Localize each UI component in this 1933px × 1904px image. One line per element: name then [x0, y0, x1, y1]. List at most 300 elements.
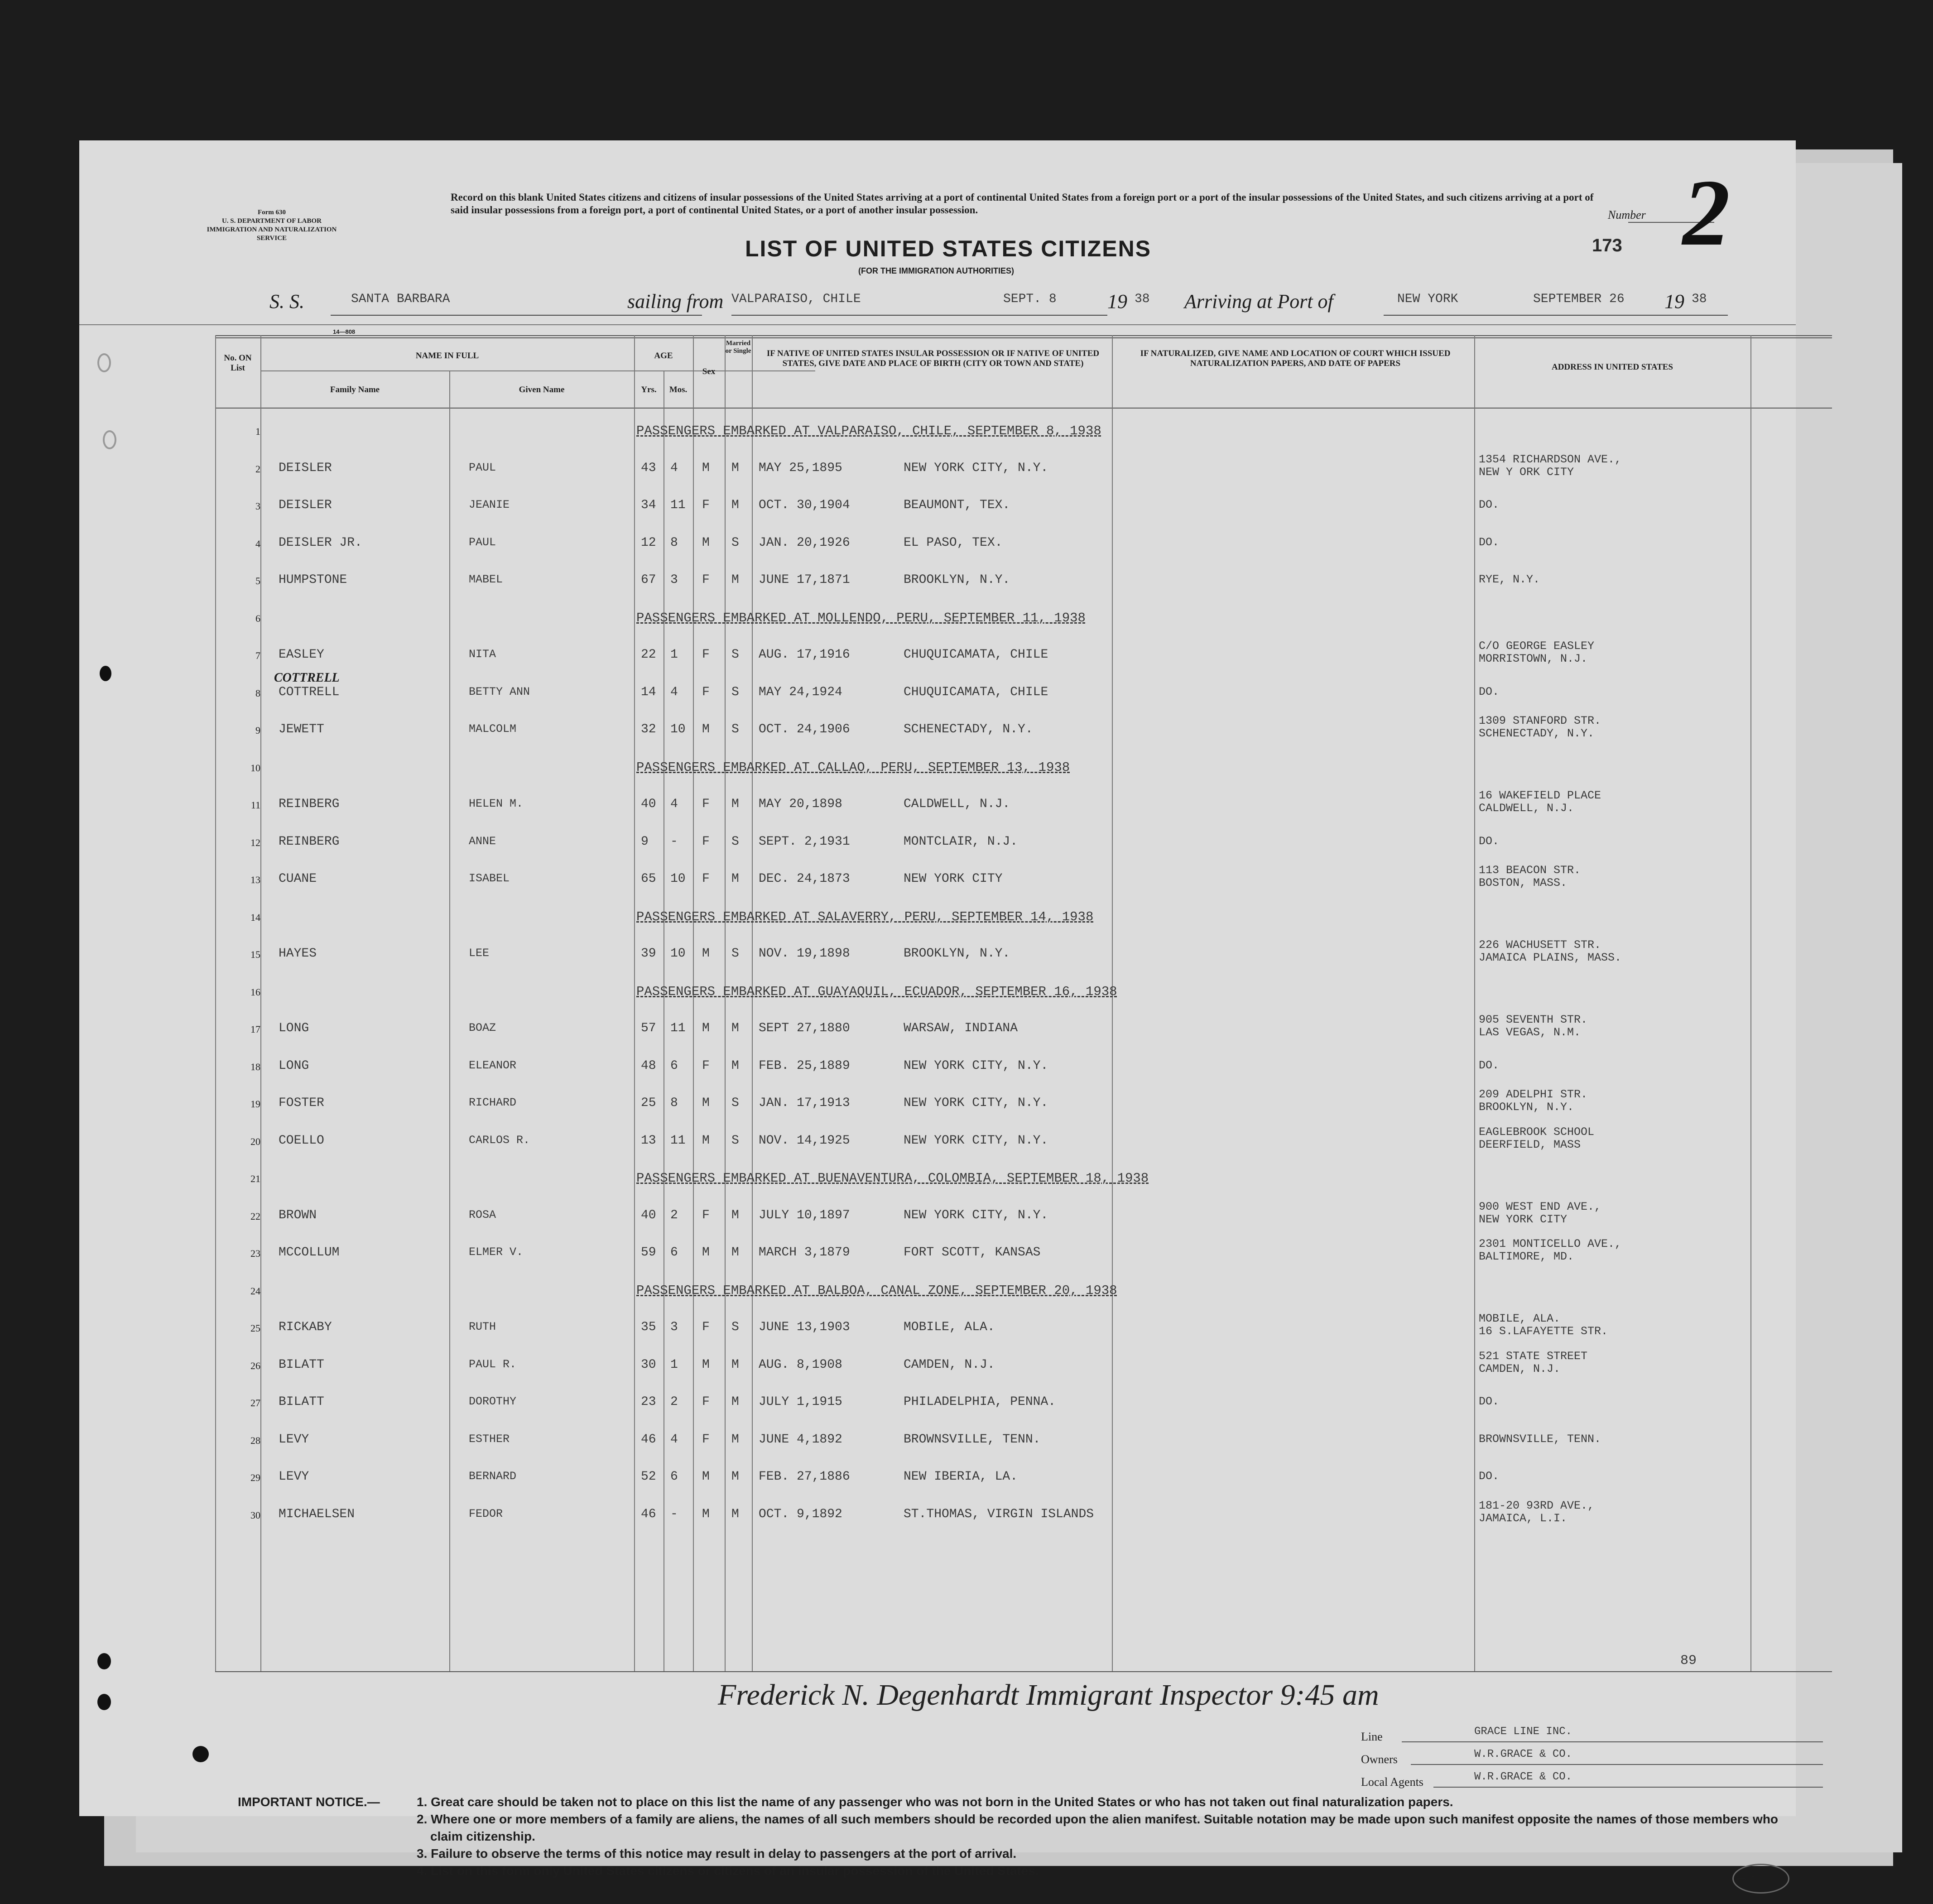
birth-date: JUNE 17,1871 — [759, 573, 850, 587]
given-name: JEANIE — [469, 498, 510, 511]
address-line-1: 1309 STANFORD STR. — [1479, 714, 1601, 727]
address-line-1: 16 WAKEFIELD PLACE — [1479, 789, 1601, 802]
line-label: Line — [1361, 1730, 1383, 1743]
given-name: PAUL — [469, 536, 496, 549]
birth-date: JAN. 20,1926 — [759, 536, 850, 550]
col-age: AGE — [654, 351, 673, 361]
age-years: 40 — [641, 1208, 656, 1222]
family-name: BILATT — [279, 1395, 324, 1409]
age-years: 43 — [641, 461, 656, 475]
age-months: 4 — [670, 685, 678, 699]
age-months: 3 — [670, 573, 678, 587]
age-months: 2 — [670, 1208, 678, 1222]
row-number: 3 — [255, 500, 260, 512]
birth-date: NOV. 19,1898 — [759, 947, 850, 961]
passenger-count: 89 — [1680, 1653, 1697, 1668]
birth-place: NEW YORK CITY, N.Y. — [904, 1059, 1048, 1073]
row-number: 9 — [255, 725, 260, 736]
age-months: 11 — [670, 1134, 686, 1148]
family-name: DEISLER JR. — [279, 536, 362, 550]
underline — [731, 315, 1107, 316]
address-line-1: DO. — [1479, 685, 1500, 698]
birth-date: MAY 24,1924 — [759, 685, 842, 699]
number-label: Number — [1608, 208, 1646, 221]
given-name: PAUL — [469, 461, 496, 474]
given-name: CARLOS R. — [469, 1134, 530, 1147]
sex: M — [702, 1245, 710, 1260]
punch-hole — [97, 353, 111, 372]
birth-place: EL PASO, TEX. — [904, 536, 1003, 550]
form-id-block — [197, 208, 346, 243]
sex: M — [702, 1470, 710, 1484]
given-name: ELEANOR — [469, 1059, 517, 1072]
address-line-1: 209 ADELPHI STR. — [1479, 1088, 1588, 1101]
ship-name: SANTA BARBARA — [351, 292, 450, 306]
birth-place: BROWNSVILLE, TENN. — [904, 1433, 1041, 1447]
address-line-1: BROWNSVILLE, TENN. — [1479, 1433, 1601, 1446]
sex: F — [702, 573, 710, 587]
rule — [215, 408, 1832, 409]
age-months: 6 — [670, 1059, 678, 1073]
row-number: 23 — [250, 1248, 260, 1259]
rule — [634, 335, 635, 1671]
family-name: DEISLER — [279, 498, 332, 512]
age-months: 11 — [670, 1021, 686, 1035]
row-number: 24 — [250, 1285, 260, 1297]
given-name: DOROTHY — [469, 1395, 517, 1408]
notice-block — [417, 1793, 1803, 1880]
punch-hole — [192, 1746, 209, 1762]
notice-heading: IMPORTANT NOTICE.— — [238, 1795, 380, 1809]
age-years: 14 — [641, 685, 656, 699]
age-months: - — [670, 835, 678, 849]
sex: F — [702, 1059, 710, 1073]
underline — [1402, 1741, 1823, 1742]
row-number: 1 — [255, 426, 260, 437]
row-number: 20 — [250, 1136, 260, 1147]
address-line-2: MORRISTOWN, N.J. — [1479, 652, 1588, 665]
age-years: 12 — [641, 536, 656, 550]
row-number: 30 — [250, 1510, 260, 1521]
age-years: 67 — [641, 573, 656, 587]
birth-place: BROOKLYN, N.Y. — [904, 573, 1010, 587]
sex: M — [702, 1358, 710, 1372]
marital-status: M — [731, 1433, 739, 1447]
inspector-signature: Frederick N. Degenhardt Immigrant Inspector 9:45 am — [718, 1678, 1379, 1712]
rule — [215, 335, 1832, 336]
col-no: No. ON List — [224, 353, 252, 373]
given-name: MABEL — [469, 573, 503, 586]
corner-mark — [1732, 1864, 1789, 1894]
sailing-port: VALPARAISO, CHILE — [731, 292, 861, 306]
address-line-1: DO. — [1479, 536, 1500, 549]
given-name: HELEN M. — [469, 797, 524, 810]
given-name: ELMER V. — [469, 1245, 524, 1259]
age-months: 8 — [670, 536, 678, 550]
birth-date: OCT. 30,1904 — [759, 498, 850, 512]
age-months: 11 — [670, 498, 686, 512]
age-years: 40 — [641, 797, 656, 811]
rule — [1112, 335, 1113, 1671]
sex: F — [702, 1395, 710, 1409]
family-name: JEWETT — [279, 722, 324, 736]
address-line-1: RYE, N.Y. — [1479, 573, 1540, 586]
notice-item-2: 2. Where one or more members of a family are aliens, the names of all such members should be recorded upon the alien manifest. Suitable notation may be made upon such manifest opposite the names of those members who claim citizenship. — [417, 1812, 1779, 1843]
age-months: 2 — [670, 1395, 678, 1409]
col-married-single: Married or Single — [725, 340, 751, 355]
family-name: HAYES — [279, 947, 317, 961]
page-title: LIST OF UNITED STATES CITIZENS — [745, 236, 1152, 261]
given-name: PAUL R. — [469, 1358, 517, 1371]
sex: M — [702, 536, 710, 550]
family-name: LONG — [279, 1021, 309, 1035]
family-name: COTTRELL — [279, 685, 340, 699]
row-number: 13 — [250, 874, 260, 885]
sex: M — [702, 1096, 710, 1110]
rule — [215, 337, 1832, 338]
agents-label: Local Agents — [1361, 1775, 1423, 1789]
birth-date: AUG. 17,1916 — [759, 648, 850, 662]
birth-place: BROOKLYN, N.Y. — [904, 947, 1010, 961]
given-name: ISABEL — [469, 872, 510, 885]
birth-date: AUG. 8,1908 — [759, 1358, 842, 1372]
age-months: 6 — [670, 1470, 678, 1484]
birth-place: CHUQUICAMATA, CHILE — [904, 685, 1048, 699]
age-months: - — [670, 1507, 678, 1521]
age-months: 10 — [670, 722, 686, 736]
birth-place: SCHENECTADY, N.Y. — [904, 722, 1033, 736]
address-line-1: EAGLEBROOK SCHOOL — [1479, 1125, 1595, 1139]
row-number: 18 — [250, 1061, 260, 1072]
address-line-1: 181-20 93RD AVE., — [1479, 1499, 1595, 1512]
rule — [79, 324, 1796, 325]
punch-hole — [100, 666, 111, 681]
marital-status: M — [731, 1395, 739, 1409]
family-name: COELLO — [279, 1134, 324, 1148]
sex: M — [702, 1507, 710, 1521]
section-label: PASSENGERS EMBARKED AT MOLLENDO, PERU, SEPTEMBER 11, 1938 — [636, 611, 1086, 625]
page-stamp: 173 — [1592, 236, 1622, 255]
sex: M — [702, 1021, 710, 1035]
age-months: 4 — [670, 1433, 678, 1447]
birth-place: NEW YORK CITY — [904, 872, 1003, 886]
row-number: 29 — [250, 1472, 260, 1483]
rule — [260, 335, 261, 1671]
rule — [725, 335, 726, 1671]
age-months: 8 — [670, 1096, 678, 1110]
handwritten-correction: COTTRELL — [274, 671, 340, 685]
section-label: PASSENGERS EMBARKED AT SALAVERRY, PERU, SEPTEMBER 14, 1938 — [636, 909, 1094, 924]
marital-status: M — [731, 573, 739, 587]
birth-date: SEPT 27,1880 — [759, 1021, 850, 1035]
row-number: 4 — [255, 538, 260, 549]
birth-place: CHUQUICAMATA, CHILE — [904, 648, 1048, 662]
age-months: 10 — [670, 872, 686, 886]
section-label: PASSENGERS EMBARKED AT GUAYAQUIL, ECUADOR, SEPTEMBER 16, 1938 — [636, 984, 1117, 999]
age-years: 23 — [641, 1395, 656, 1409]
given-name: ESTHER — [469, 1433, 510, 1446]
given-name: BERNARD — [469, 1470, 517, 1483]
address-line-2: NEW YORK CITY — [1479, 1213, 1568, 1226]
birth-place: NEW YORK CITY, N.Y. — [904, 1096, 1048, 1110]
marital-status: S — [731, 1320, 739, 1334]
sex: M — [702, 947, 710, 961]
arrival-year: 38 — [1692, 292, 1707, 306]
marital-status: S — [731, 648, 739, 662]
manifest-sheet — [79, 140, 1796, 1882]
col-sex: Sex — [702, 367, 716, 376]
address-line-1: DO. — [1479, 498, 1500, 511]
age-years: 35 — [641, 1320, 656, 1334]
birth-date: MARCH 3,1879 — [759, 1245, 850, 1260]
row-number: 10 — [250, 762, 260, 774]
given-name: FEDOR — [469, 1507, 503, 1520]
sex: F — [702, 498, 710, 512]
department: U. S. DEPARTMENT OF LABOR — [221, 217, 322, 225]
col-given-name: Given Name — [519, 385, 565, 394]
address-line-2: CAMDEN, N.J. — [1479, 1362, 1561, 1375]
birth-place: NEW YORK CITY, N.Y. — [904, 1134, 1048, 1148]
given-name: ROSA — [469, 1208, 496, 1221]
birth-date: SEPT. 2,1931 — [759, 835, 850, 849]
row-number: 2 — [255, 463, 260, 475]
rule — [260, 370, 815, 371]
year-prefix: 19 — [1107, 290, 1127, 313]
given-name: RICHARD — [469, 1096, 517, 1109]
address-line-1: 226 WACHUSETT STR. — [1479, 938, 1601, 952]
age-years: 57 — [641, 1021, 656, 1035]
row-number: 28 — [250, 1435, 260, 1446]
row-number: 19 — [250, 1098, 260, 1110]
punch-hole — [103, 430, 116, 449]
marital-status: M — [731, 1470, 739, 1484]
age-years: 46 — [641, 1507, 656, 1521]
col-naturalized: IF NATURALIZED, GIVE NAME AND LOCATION OF COURT WHICH ISSUED NATURALIZATION PAPERS, AND DATE OF PAPERS — [1140, 349, 1451, 368]
age-years: 39 — [641, 947, 656, 961]
age-months: 6 — [670, 1245, 678, 1260]
marital-status: M — [731, 1245, 739, 1260]
rule — [215, 335, 216, 1671]
birth-date: DEC. 24,1873 — [759, 872, 850, 886]
given-name: ANNE — [469, 835, 496, 848]
sailing-date: SEPT. 8 — [1003, 292, 1057, 306]
row-number: 11 — [250, 799, 260, 811]
marital-status: M — [731, 1021, 739, 1035]
birth-date: MAY 20,1898 — [759, 797, 842, 811]
birth-place: BEAUMONT, TEX. — [904, 498, 1010, 512]
given-name: LEE — [469, 947, 490, 960]
sex: F — [702, 1433, 710, 1447]
given-name: NITA — [469, 648, 496, 661]
birth-date: OCT. 24,1906 — [759, 722, 850, 736]
col-family-name: Family Name — [330, 385, 380, 394]
underline — [1384, 315, 1728, 316]
row-number: 22 — [250, 1211, 260, 1222]
address-line-1: 113 BEACON STR. — [1479, 864, 1581, 877]
birth-place: NEW IBERIA, LA. — [904, 1470, 1018, 1484]
birth-place: ST.THOMAS, VIRGIN ISLANDS — [904, 1507, 1094, 1521]
family-name: LONG — [279, 1059, 309, 1073]
age-years: 13 — [641, 1134, 656, 1148]
family-name: CUANE — [279, 872, 317, 886]
marital-status: S — [731, 536, 739, 550]
family-name: BROWN — [279, 1208, 317, 1222]
sex: F — [702, 1208, 710, 1222]
col-birth: IF NATIVE OF UNITED STATES INSULAR POSSESSION OR IF NATIVE OF UNITED STATES, GIVE DATE AND PLACE OF BIRTH (CITY OR TOWN AND STATE) — [766, 349, 1100, 368]
age-months: 1 — [670, 1358, 678, 1372]
age-years: 65 — [641, 872, 656, 886]
page-subtitle: (FOR THE IMMIGRATION AUTHORITIES) — [858, 266, 1014, 275]
section-label: PASSENGERS EMBARKED AT BUENAVENTURA, COLOMBIA, SEPTEMBER 18, 1938 — [636, 1171, 1149, 1186]
age-years: 22 — [641, 648, 656, 662]
address-line-2: JAMAICA, L.I. — [1479, 1512, 1568, 1525]
address-line-1: 1354 RICHARDSON AVE., — [1479, 453, 1622, 466]
address-line-1: 521 STATE STREET — [1479, 1350, 1588, 1363]
rule — [752, 335, 753, 1671]
birth-place: PHILADELPHIA, PENNA. — [904, 1395, 1056, 1409]
underline — [331, 315, 702, 316]
birth-date: JUNE 13,1903 — [759, 1320, 850, 1334]
address-line-1: DO. — [1479, 1059, 1500, 1072]
birth-place: WARSAW, INDIANA — [904, 1021, 1018, 1035]
family-name: MICHAELSEN — [279, 1507, 355, 1521]
given-name: BETTY ANN — [469, 685, 530, 698]
row-number: 6 — [255, 613, 260, 624]
address-line-2: JAMAICA PLAINS, MASS. — [1479, 951, 1622, 964]
age-years: 48 — [641, 1059, 656, 1073]
sex: F — [702, 648, 710, 662]
age-years: 30 — [641, 1358, 656, 1372]
row-number: 7 — [255, 650, 260, 661]
birth-date: JAN. 17,1913 — [759, 1096, 850, 1110]
address-line-1: 2301 MONTICELLO AVE., — [1479, 1237, 1622, 1250]
row-number: 26 — [250, 1360, 260, 1371]
family-name: EASLEY — [279, 648, 324, 662]
marital-status: S — [731, 1096, 739, 1110]
family-name: BILATT — [279, 1358, 324, 1372]
row-number: 8 — [255, 688, 260, 699]
age-years: 46 — [641, 1433, 656, 1447]
birth-place: CALDWELL, N.J. — [904, 797, 1010, 811]
sex: F — [702, 872, 710, 886]
address-line-1: DO. — [1479, 1470, 1500, 1483]
address-line-1: 905 SEVENTH STR. — [1479, 1013, 1588, 1026]
col-address: ADDRESS IN UNITED STATES — [1551, 362, 1673, 372]
rule — [215, 1671, 1832, 1672]
sex: M — [702, 722, 710, 736]
owners-value: W.R.GRACE & CO. — [1474, 1748, 1572, 1760]
family-name: HUMPSTONE — [279, 573, 347, 587]
family-name: LEVY — [279, 1433, 309, 1447]
birth-date: JULY 10,1897 — [759, 1208, 850, 1222]
family-name: REINBERG — [279, 797, 340, 811]
age-years: 34 — [641, 498, 656, 512]
family-name: FOSTER — [279, 1096, 324, 1110]
sailing-from-label: sailing from — [627, 290, 724, 313]
age-years: 59 — [641, 1245, 656, 1260]
marital-status: M — [731, 1358, 739, 1372]
punch-hole — [97, 1694, 111, 1710]
owners-label: Owners — [1361, 1753, 1398, 1766]
address-line-2: SCHENECTADY, N.Y. — [1479, 727, 1595, 740]
line-value: GRACE LINE INC. — [1474, 1726, 1572, 1738]
underline — [1433, 1787, 1823, 1788]
row-number: 12 — [250, 837, 260, 848]
age-years: 9 — [641, 835, 649, 849]
marital-status: S — [731, 1134, 739, 1148]
row-number: 27 — [250, 1397, 260, 1409]
address-line-1: MOBILE, ALA. — [1479, 1312, 1561, 1325]
age-months: 4 — [670, 797, 678, 811]
marital-status: M — [731, 498, 739, 512]
section-label: PASSENGERS EMBARKED AT CALLAO, PERU, SEPTEMBER 13, 1938 — [636, 760, 1070, 775]
age-years: 25 — [641, 1096, 656, 1110]
row-number: 25 — [250, 1322, 260, 1334]
age-months: 1 — [670, 648, 678, 662]
row-number: 5 — [255, 575, 260, 587]
sailing-year: 38 — [1135, 292, 1150, 306]
marital-status: S — [731, 685, 739, 699]
age-years: 52 — [641, 1470, 656, 1484]
address-line-2: BOSTON, MASS. — [1479, 876, 1568, 889]
rule — [449, 370, 450, 1671]
sex: F — [702, 685, 710, 699]
birth-date: JUNE 4,1892 — [759, 1433, 842, 1447]
punch-hole — [97, 1653, 111, 1669]
agents-value: W.R.GRACE & CO. — [1474, 1771, 1572, 1783]
col-name-in-full: NAME IN FULL — [415, 351, 479, 361]
row-number: 14 — [250, 912, 260, 923]
marital-status: S — [731, 835, 739, 849]
marital-status: M — [731, 1059, 739, 1073]
family-name: LEVY — [279, 1470, 309, 1484]
rule — [1750, 335, 1751, 1671]
arrival-port: NEW YORK — [1397, 292, 1458, 306]
birth-place: FORT SCOTT, KANSAS — [904, 1245, 1041, 1260]
age-months: 3 — [670, 1320, 678, 1334]
address-line-1: 900 WEST END AVE., — [1479, 1200, 1601, 1213]
rule — [1474, 335, 1475, 1671]
marital-status: M — [731, 1507, 739, 1521]
birth-place: MONTCLAIR, N.J. — [904, 835, 1018, 849]
sex: F — [702, 797, 710, 811]
row-number: 17 — [250, 1024, 260, 1035]
row-number: 16 — [250, 986, 260, 998]
address-line-1: DO. — [1479, 835, 1500, 848]
address-line-2: BROOKLYN, N.Y. — [1479, 1101, 1574, 1114]
birth-date: MAY 25,1895 — [759, 461, 842, 475]
notice-item-1: 1. Great care should be taken not to place on this list the name of any passenger who was not born in the United States or who has not taken out final naturalization papers. — [417, 1795, 1453, 1809]
birth-place: MOBILE, ALA. — [904, 1320, 995, 1334]
col-yrs: Yrs. — [641, 385, 657, 394]
age-years: 32 — [641, 722, 656, 736]
underline — [1411, 1764, 1823, 1765]
family-name: RICKABY — [279, 1320, 332, 1334]
corner-stamp: 14—605 — [1732, 1875, 1755, 1882]
family-name: MCCOLLUM — [279, 1245, 340, 1260]
instructions: Record on this blank United States citizens and citizens of insular possessions of the United States arriving at a port of continental United States from a foreign port or a port of the insular possessions of the United States, and such citizens arriving at a port of said insular possessions from a foreign port, a port of continental United States, or a port of another insular possession. — [451, 192, 1594, 216]
birth-date: NOV. 14,1925 — [759, 1134, 850, 1148]
section-label: PASSENGERS EMBARKED AT BALBOA, CANAL ZONE, SEPTEMBER 20, 1938 — [636, 1283, 1117, 1298]
address-line-2: 16 S.LAFAYETTE STR. — [1479, 1325, 1608, 1338]
birth-place: CAMDEN, N.J. — [904, 1358, 995, 1372]
rule — [693, 335, 694, 1671]
birth-date: FEB. 25,1889 — [759, 1059, 850, 1073]
given-name: RUTH — [469, 1320, 496, 1333]
arrival-date: SEPTEMBER 26 — [1533, 292, 1625, 306]
birth-date: FEB. 27,1886 — [759, 1470, 850, 1484]
family-name: REINBERG — [279, 835, 340, 849]
